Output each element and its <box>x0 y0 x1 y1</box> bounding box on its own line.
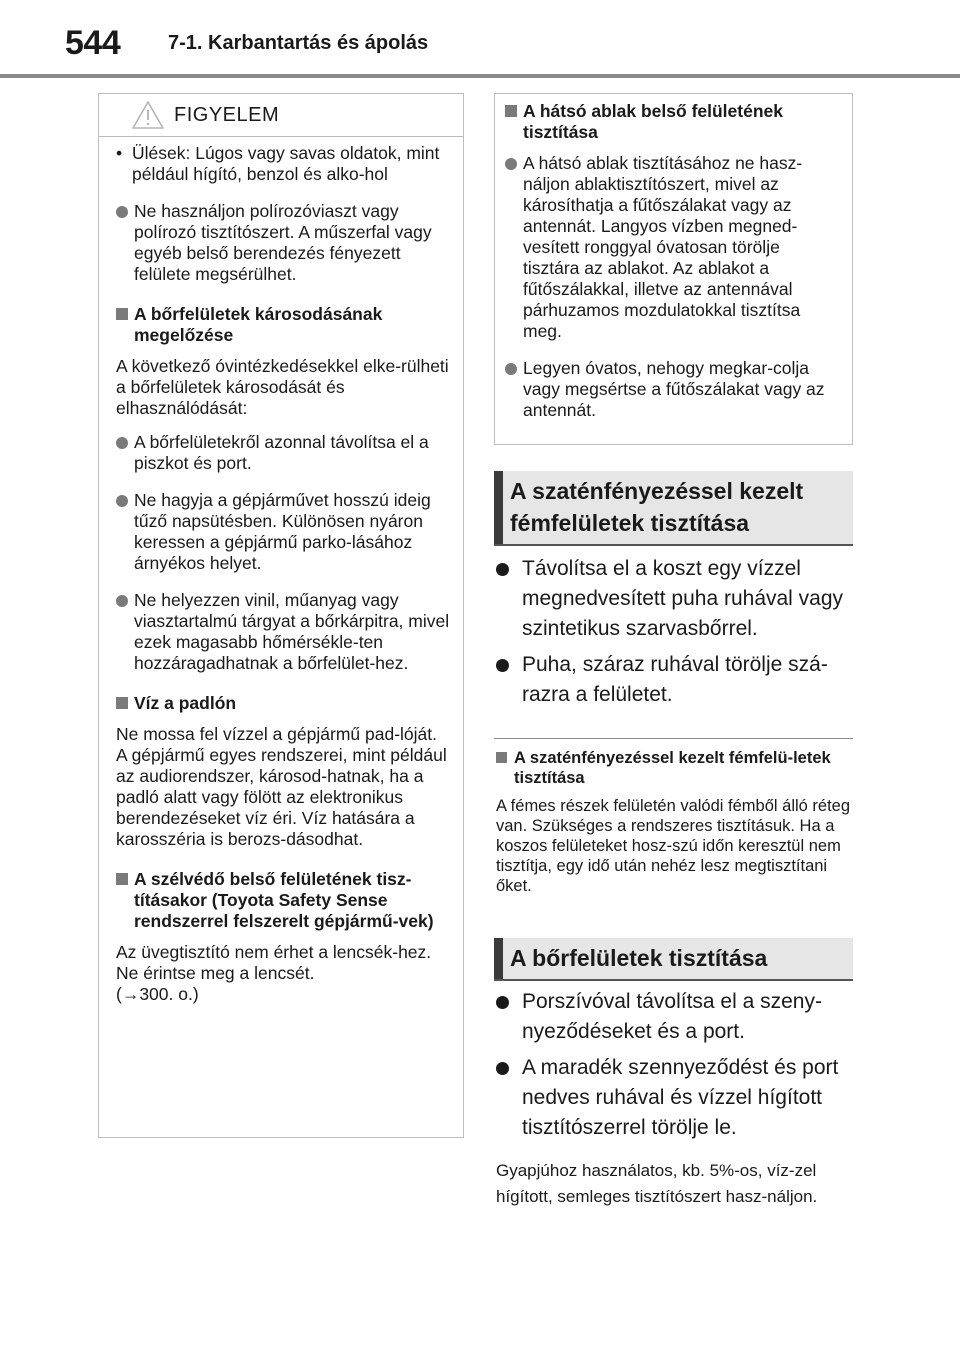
round-bullet-icon <box>496 1062 509 1075</box>
round-bullet-icon <box>505 158 517 170</box>
square-bullet-icon <box>116 308 128 320</box>
paragraph: Ne mossa fel vízzel a gépjármű pad-lóját. <box>116 724 437 744</box>
round-bullet-icon <box>505 363 517 375</box>
square-bullet-icon <box>505 105 517 117</box>
paragraph: Az üvegtisztító nem érhet a lencsék-hez. Ne érintse meg a lencsét. <box>116 942 432 983</box>
paragraph: A gépjármű egyes rendszerei, mint például az audiorendszer, károsod-hatnak, ha a padló alatt vagy fölött az elektronikus berendezéseket víz éri. Víz hatására a karosszéria is berozs-dásodhat. <box>116 745 447 849</box>
list-item <box>116 432 452 474</box>
square-bullet-icon <box>116 873 128 885</box>
list-item <box>116 490 452 574</box>
satin-note <box>496 748 852 896</box>
banner-title: A bőrfelületek tisztítása <box>510 945 768 971</box>
section-heading <box>116 304 452 346</box>
section-banner-satin <box>494 471 853 546</box>
banner-title-line1: A szaténfényezéssel kezelt <box>510 478 804 504</box>
list-item <box>496 987 852 1047</box>
warning-content <box>116 143 452 1005</box>
item-text: Ne helyezzen vinil, műanyag vagy viasztartalmú tárgyat a bőrkárpitra, mivel ezek magasabb hőmérsékle-ten hozzáragadhatnak a bőrfelület-hez. <box>134 590 450 673</box>
banner-accent <box>494 938 503 979</box>
square-bullet-icon <box>116 697 128 709</box>
bullet-icon: • <box>116 143 123 163</box>
item-text: Porszívóval távolítsa el a szeny-nyeződéseket és a port. <box>522 990 822 1043</box>
page-number: 544 <box>65 24 121 62</box>
section-heading <box>496 748 852 788</box>
heading-text: A szaténfényezéssel kezelt fémfelü-letek tisztítása <box>514 749 831 787</box>
item-text: Távolítsa el a koszt egy vízzel megnedvesített puha ruhával vagy szintetikus szarvasbőrrel. <box>522 557 844 640</box>
item-text: Puha, száraz ruhával törölje szá-razra a felületet. <box>522 653 828 706</box>
banner-accent <box>494 471 503 544</box>
list-item <box>496 1053 852 1143</box>
item-text: A maradék szennyeződést és port nedves ruhával és vízzel hígított tisztítószerrel törölje le. <box>522 1056 839 1139</box>
list-item <box>116 590 452 674</box>
round-bullet-icon <box>496 659 509 672</box>
item-text: A bőrfelületekről azonnal távolítsa el a piszkot és port. <box>134 432 429 473</box>
satin-steps <box>496 554 852 710</box>
square-bullet-icon <box>496 752 507 763</box>
section-heading <box>505 101 841 143</box>
item-text: A hátsó ablak tisztításához ne hasz-náljon ablaktisztítószert, mivel az károsíthatja a fűtőszálakat vagy az antennát. Langyos vízben megned-vesített ronggyal óvatosan törölje tisztára az ablakot. Az ablakot a fűtőszálakkal, illetve az antennával párhuzamos mozdulatokkal tisztítsa meg. <box>523 153 803 341</box>
item-text: Ne használjon polírozóviaszt vagy polírozó tisztítószert. A műszerfal vagy egyéb belső berendezés fényezett felülete megsérülhet. <box>134 201 432 284</box>
round-bullet-icon <box>116 595 128 607</box>
header-rule <box>0 74 960 78</box>
round-bullet-icon <box>116 206 128 218</box>
list-item <box>116 143 452 185</box>
round-bullet-icon <box>116 495 128 507</box>
round-bullet-icon <box>496 996 509 1009</box>
heading-text: A szélvédő belső felületének tisz-tításakor (Toyota Safety Sense rendszerrel felszerelt gépjármű-vek) <box>134 869 434 931</box>
paragraph: A következő óvintézkedésekkel elke-rülheti a bőrfelületek károsodását és elhasználódását: <box>116 356 449 418</box>
section-banner-leather <box>494 938 853 981</box>
heading-text: A bőrfelületek károsodásának megelőzése <box>134 304 383 345</box>
paragraph: A fémes részek felületén valódi fémből álló réteg van. Szükséges a rendszeres tisztításuk. Ha a koszos felületeket hosz-szú időn keresztül nem tisztítja, egy idő után nehéz lesz megtisztítani őket. <box>496 797 851 895</box>
list-item <box>496 650 852 710</box>
heading-text: Víz a padlón <box>134 693 237 713</box>
page-header <box>0 0 960 78</box>
rear-window-content <box>505 101 841 421</box>
page-reference: (→300. o.) <box>116 984 199 1004</box>
warning-header <box>99 94 463 137</box>
section-heading <box>116 693 452 714</box>
divider <box>494 738 853 739</box>
warning-triangle-icon <box>131 100 165 130</box>
banner-title-line2: fémfelületek tisztítása <box>510 510 750 536</box>
section-title: 7-1. Karbantartás és ápolás <box>168 32 429 54</box>
leather-steps <box>496 987 852 1143</box>
list-item <box>116 201 452 285</box>
leather-note: Gyapjúhoz használatos, kb. 5%-os, víz-zel hígított, semleges tisztítószert hasz-náljon. <box>496 1161 818 1206</box>
list-item <box>496 554 852 644</box>
round-bullet-icon <box>116 437 128 449</box>
list-item <box>505 358 841 421</box>
heading-text: A hátsó ablak belső felületének tisztítása <box>523 101 783 142</box>
warning-title: FIGYELEM <box>174 104 280 126</box>
round-bullet-icon <box>496 563 509 576</box>
item-text: Legyen óvatos, nehogy megkar-colja vagy megsértse a fűtőszálakat vagy az antennát. <box>523 358 825 420</box>
list-item <box>505 153 841 342</box>
bullet-text: Ülések: Lúgos vagy savas oldatok, mint például hígító, benzol és alko-hol <box>132 143 440 184</box>
item-text: Ne hagyja a gépjárművet hosszú ideig tűző napsütésben. Különösen nyáron keressen a gépjármű parko-lásához árnyékos helyet. <box>134 490 431 573</box>
section-heading <box>116 869 452 932</box>
